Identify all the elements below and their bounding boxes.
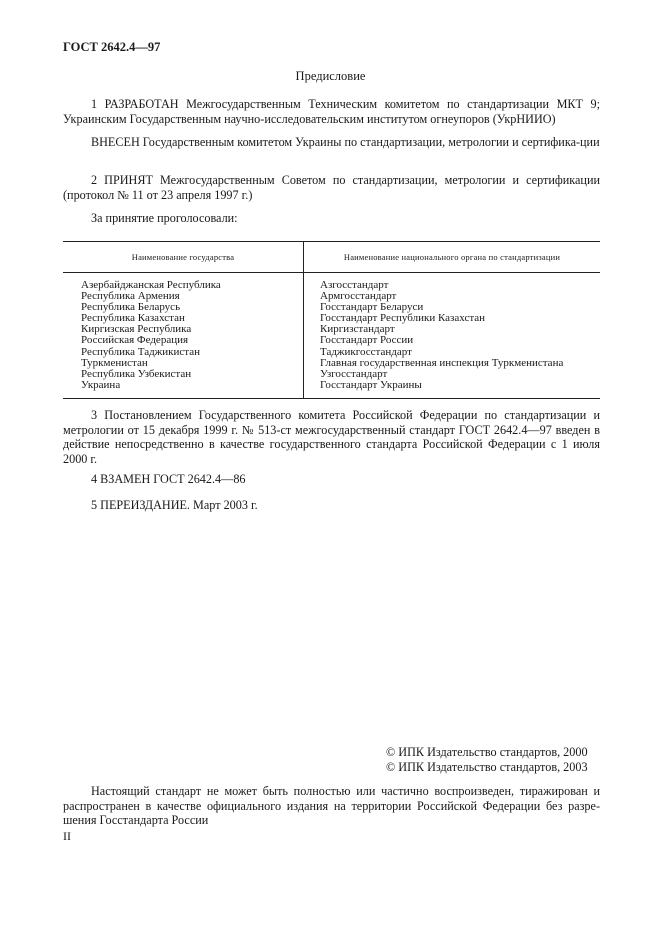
document-code: ГОСТ 2642.4—97 — [63, 40, 161, 54]
standards-bodies-cell — [304, 273, 601, 399]
voting-states-table — [63, 241, 600, 399]
state-name: Республика Казахстан — [81, 312, 185, 325]
paragraph-developed: 1 РАЗРАБОТАН Межгосударственным Техническим комитетом по стандартизации МКТ 9; Украинским Государственным научно-исследовательским институтом огнеупоров (УкрНИИО) — [63, 97, 600, 126]
standards-body-name: Узгосстандарт — [320, 367, 388, 380]
standards-body-name: Азгосстандарт — [320, 279, 389, 291]
paragraph-reissue: 5 ПЕРЕИЗДАНИЕ. Март 2003 г. — [91, 498, 258, 512]
state-name: Украина — [81, 378, 121, 391]
page-number: II — [63, 829, 71, 843]
standards-body-name: Киргизстандарт — [320, 323, 395, 336]
state-name: Туркменистан — [81, 356, 148, 369]
standards-body-name: Таджикгосстандарт — [320, 345, 412, 358]
standards-body-name: Госстандарт Беларуси — [320, 301, 424, 314]
state-name: Российская Федерация — [81, 334, 189, 347]
paragraph-introduced: ВНЕСЕН Государственным комитетом Украины по стандартизации, метрологии и сертифика-ции — [91, 135, 600, 149]
state-name: Киргизская Республика — [81, 323, 192, 336]
copyright-2000: © ИПК Издательство стандартов, 2000 — [386, 745, 588, 759]
state-name: Республика Узбекистан — [81, 367, 192, 380]
state-name: Республика Таджикистан — [81, 345, 200, 358]
state-name: Республика Армения — [81, 290, 180, 303]
copyright-2003: © ИПК Издательство стандартов, 2003 — [386, 760, 588, 774]
table-header-body: Наименование национального органа по стандартизации — [304, 242, 601, 273]
state-names-cell — [63, 273, 304, 399]
standards-body-name: Главная государственная инспекция Туркменистана — [320, 356, 564, 369]
state-name: Республика Беларусь — [81, 301, 181, 314]
paragraph-voted: За принятие проголосовали: — [91, 211, 238, 225]
standards-body-name: Госстандарт Республики Казахстан — [320, 312, 486, 325]
standards-body-name: Госстандарт России — [320, 334, 414, 347]
standards-body-name: Армгосстандарт — [320, 290, 397, 303]
reproduction-notice: Настоящий стандарт не может быть полностью или частично воспроизведен, тиражирован и распространен в качестве официального издания на территории Российской Федерации без разре-шения Госстандарта России — [63, 784, 600, 828]
foreword-title: Предисловие — [295, 69, 366, 83]
table-header-state: Наименование государства — [63, 242, 304, 273]
paragraph-replaces: 4 ВЗАМЕН ГОСТ 2642.4—86 — [91, 472, 246, 486]
paragraph-enacted: 3 Постановлением Государственного комитета Российской Федерации по стандартизации и метрологии от 15 декабря 1999 г. № 513-ст межгосударственный стандарт ГОСТ 2642.4—97 введен в действие непосредственно в качестве государственного стандарта Российской Федерации с 1 июля 2000 г. — [63, 408, 600, 466]
standards-body-name: Госстандарт Украины — [320, 378, 422, 391]
paragraph-adopted: 2 ПРИНЯТ Межгосударственным Советом по стандартизации, метрологии и сертификации (протокол № 11 от 23 апреля 1997 г.) — [63, 173, 600, 202]
state-name: Азербайджанская Республика — [81, 279, 221, 291]
